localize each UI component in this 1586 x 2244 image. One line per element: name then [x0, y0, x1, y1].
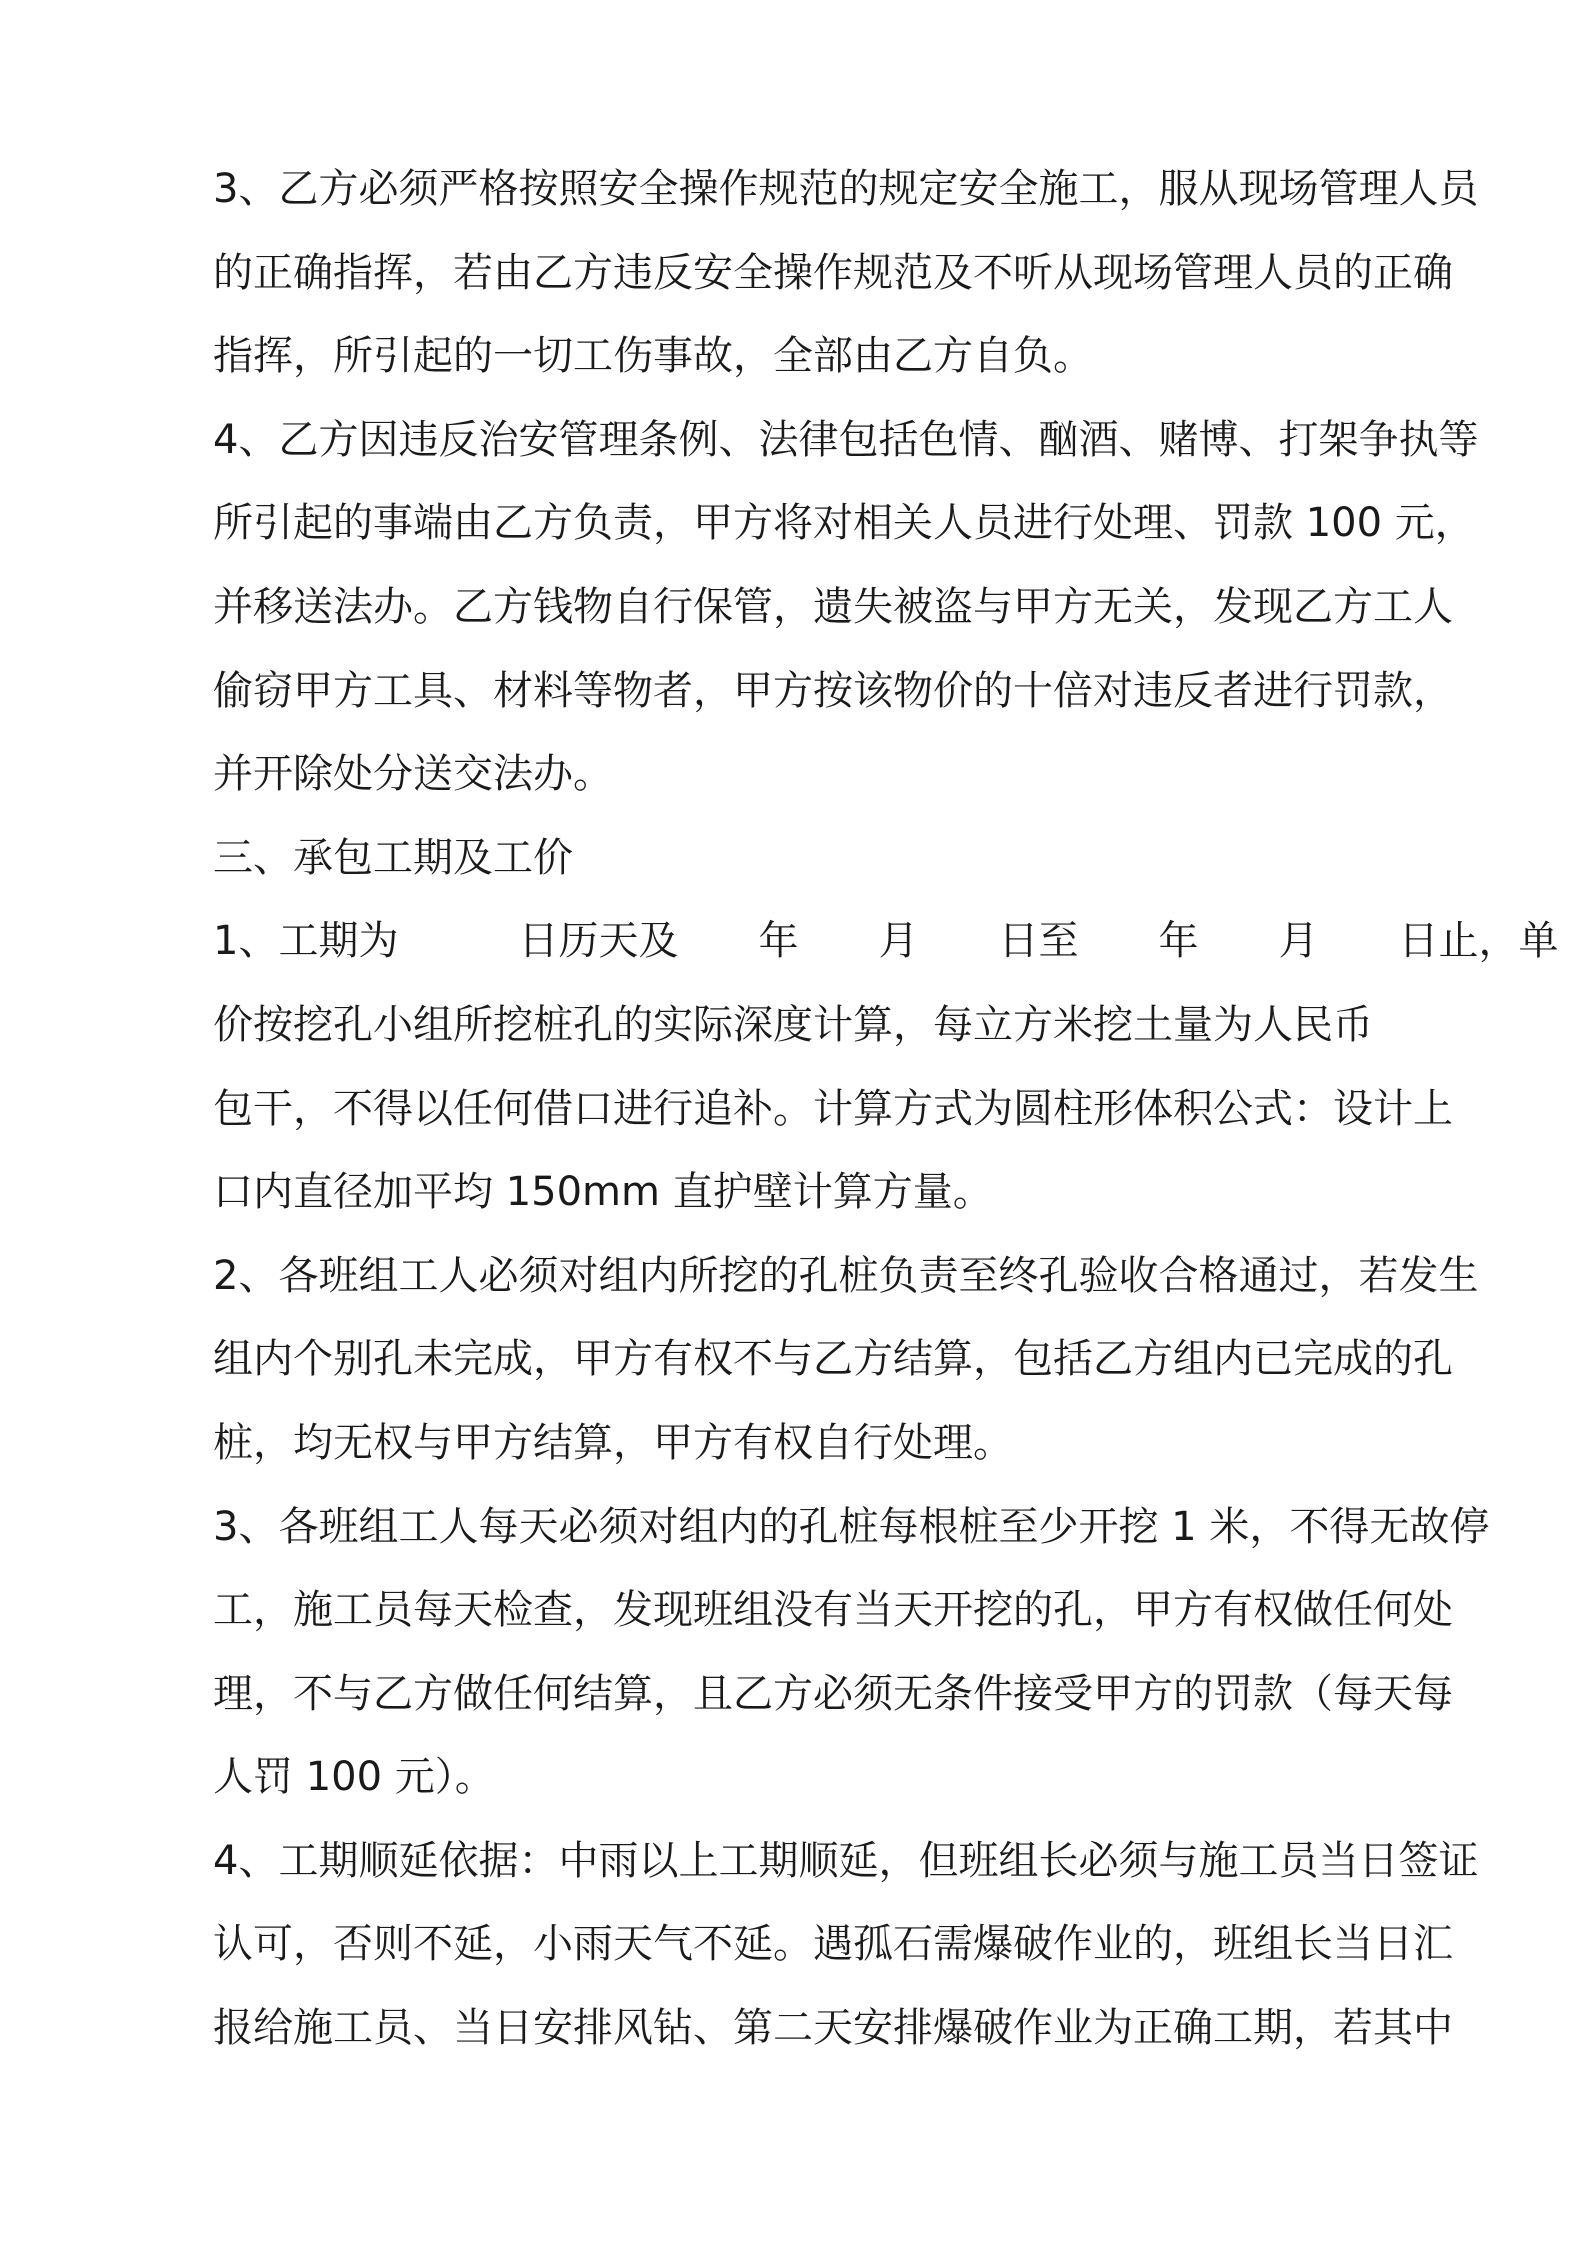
text-line: 三、承包工期及工价: [213, 834, 573, 881]
text-line: 所引起的事端由乙方负责，甲方将对相关人员进行处理、罚款 100 元，: [213, 500, 1475, 547]
text-line: 指挥，所引起的一切工伤事故，全部由乙方自负。: [213, 333, 1093, 380]
text-line: 理，不与乙方做任何结算，且乙方必须无条件接受甲方的罚款（每天每: [213, 1670, 1453, 1717]
text-line: 偷窃甲方工具、材料等物者，甲方按该物价的十倍对违反者进行罚款，: [213, 667, 1453, 714]
text-line: 1、工期为 日历天及 年 月 日至 年 月 日止，单: [213, 918, 1559, 965]
text-line: 并移送法办。乙方钱物自行保管，遗失被盗与甲方无关，发现乙方工人: [213, 583, 1453, 630]
document-body: [213, 148, 1559, 2071]
text-line: 报给施工员、当日安排风钻、第二天安排爆破作业为正确工期，若其中: [213, 2005, 1453, 2052]
text-line: 并开除处分送交法办。: [213, 751, 613, 798]
text-line: 4、工期顺延依据：中雨以上工期顺延，但班组长必须与施工员当日签证: [213, 1837, 1479, 1884]
text-line: 桩，均无权与甲方结算，甲方有权自行处理。: [213, 1419, 1013, 1466]
text-line: 口内直径加平均 150mm 直护壁计算方量。: [213, 1169, 993, 1216]
text-line: 价按挖孔小组所挖桩孔的实际深度计算，每立方米挖土量为人民币: [213, 1001, 1373, 1048]
text-line: 组内个别孔未完成，甲方有权不与乙方结算，包括乙方组内已完成的孔: [213, 1336, 1453, 1383]
text-line: 包干，不得以任何借口进行追补。计算方式为圆柱形体积公式：设计上: [213, 1085, 1453, 1132]
text-line: 3、乙方必须严格按照安全操作规范的规定安全施工，服从现场管理人员: [213, 166, 1479, 212]
text-line: 3、各班组工人每天必须对组内的孔桩每根桩至少开挖 1 米，不得无故停: [213, 1503, 1490, 1550]
text-line: 2、各班组工人必须对组内所挖的孔桩负责至终孔验收合格通过，若发生: [213, 1252, 1479, 1299]
text-line: 的正确指挥，若由乙方违反安全操作规范及不听从现场管理人员的正确: [213, 249, 1453, 296]
text-line: 4、乙方因违反治安管理条例、法律包括色情、酗酒、赌博、打架争执等: [213, 416, 1479, 463]
text-line: 认可，否则不延，小雨天气不延。遇孤石需爆破作业的，班组长当日汇: [213, 1921, 1453, 1968]
text-line: 人罚 100 元）。: [213, 1754, 495, 1801]
text-line: 工，施工员每天检查，发现班组没有当天开挖的孔，甲方有权做任何处: [213, 1587, 1453, 1634]
